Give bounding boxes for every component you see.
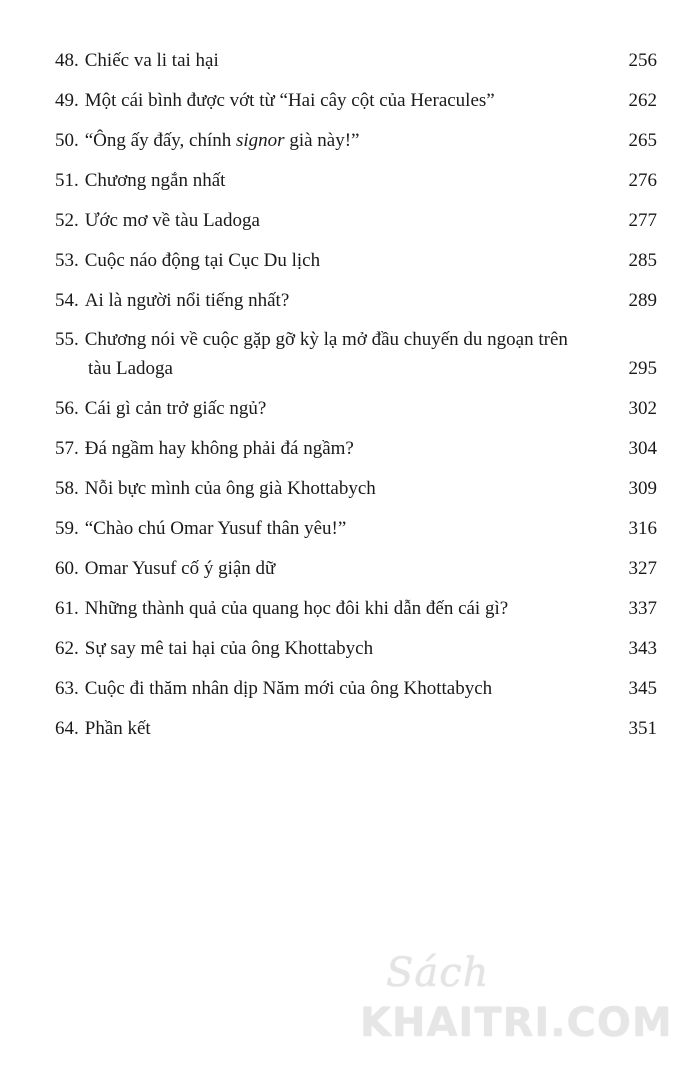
toc-entry-number: 54.: [55, 290, 79, 311]
toc-entry-number: 56.: [55, 398, 79, 419]
toc-entry-title: 64. Phần kết: [55, 718, 151, 739]
toc-entry-number: 48.: [55, 50, 79, 71]
toc-entry-number: 51.: [55, 170, 79, 191]
toc-entry-number: 59.: [55, 518, 79, 539]
toc-entry-page: 289: [628, 290, 657, 311]
toc-entry-title: 48. Chiếc va li tai hại: [55, 50, 219, 71]
toc-entry-title: 62. Sự say mê tai hại của ông Khottabych: [55, 638, 374, 659]
italic-term: signor: [236, 130, 285, 151]
toc-entry-page: 265: [628, 130, 657, 151]
toc-entry-title: 58. Nỗi bực mình của ông già Khottabych: [55, 478, 376, 499]
toc-entry-number: 50.: [55, 130, 79, 151]
toc-entry-number: 52.: [55, 210, 79, 231]
toc-entry-number: 63.: [55, 678, 79, 699]
toc-entry-number: 60.: [55, 558, 79, 579]
toc-entry-page: 277: [628, 210, 657, 231]
toc-entry-page: 345: [628, 678, 657, 699]
toc-entry-number: 53.: [55, 250, 79, 271]
toc-entry-title: 51. Chương ngắn nhất: [55, 170, 226, 191]
toc-entry-page: 304: [628, 438, 657, 459]
toc-entry-title: 57. Đá ngầm hay không phải đá ngầm?: [55, 438, 354, 459]
toc-entry-page: 256: [628, 50, 657, 71]
toc-entry-number: 55.: [55, 329, 79, 350]
toc-entry-title: 56. Cái gì cản trở giấc ngủ?: [55, 398, 267, 419]
toc-entry-number: 57.: [55, 438, 79, 459]
toc-entry-page: 327: [628, 558, 657, 579]
toc-entry-number: 58.: [55, 478, 79, 499]
toc-entry-title: 55. Chương nói về cuộc gặp gỡ kỳ lạ mở đầu chuyến du ngoạn trên: [55, 329, 568, 350]
site-watermark: [360, 950, 690, 1060]
toc-entry-page: 343: [628, 638, 657, 659]
toc-entry-page: 285: [628, 250, 657, 271]
toc-entry-number: 49.: [55, 90, 79, 111]
toc-entry-title: 63. Cuộc đi thăm nhân dịp Năm mới của ông Khottabych: [55, 678, 493, 699]
toc-entry-number: 62.: [55, 638, 79, 659]
toc-entry-page: 309: [628, 478, 657, 499]
toc-entry-title: 61. Những thành quả của quang học đôi khi dẫn đến cái gì?: [55, 598, 509, 619]
toc-entry-number: 64.: [55, 718, 79, 739]
watermark-brand-text: KHAITRI.COM: [360, 1000, 673, 1046]
toc-entry-title: 49. Một cái bình được vớt từ “Hai cây cột của Heracules”: [55, 90, 495, 111]
toc-entry-page: 302: [628, 398, 657, 419]
toc-entry-title: 60. Omar Yusuf cố ý giận dữ: [55, 558, 276, 579]
toc-entry-title: 53. Cuộc náo động tại Cục Du lịch: [55, 250, 321, 271]
toc-entry-page: 351: [628, 718, 657, 739]
toc-entry-title: 50. “Ông ấy đấy, chính signor già này!”: [55, 130, 360, 151]
toc-entry-number: 61.: [55, 598, 79, 619]
toc-entry-page: 276: [628, 170, 657, 191]
watermark-script-text: Sách: [386, 950, 490, 996]
toc-entry-page: 295: [628, 358, 657, 379]
toc-entry-page: 262: [628, 90, 657, 111]
toc-entry-title: 59. “Chào chú Omar Yusuf thân yêu!”: [55, 518, 347, 539]
toc-entry-page: 337: [628, 598, 657, 619]
toc-entry-title: 54. Ai là người nổi tiếng nhất?: [55, 290, 290, 311]
toc-entry-title: 52. Ước mơ về tàu Ladoga: [55, 210, 260, 231]
toc-entry-title-continuation: tàu Ladoga: [88, 358, 173, 379]
toc-entry-page: 316: [628, 518, 657, 539]
